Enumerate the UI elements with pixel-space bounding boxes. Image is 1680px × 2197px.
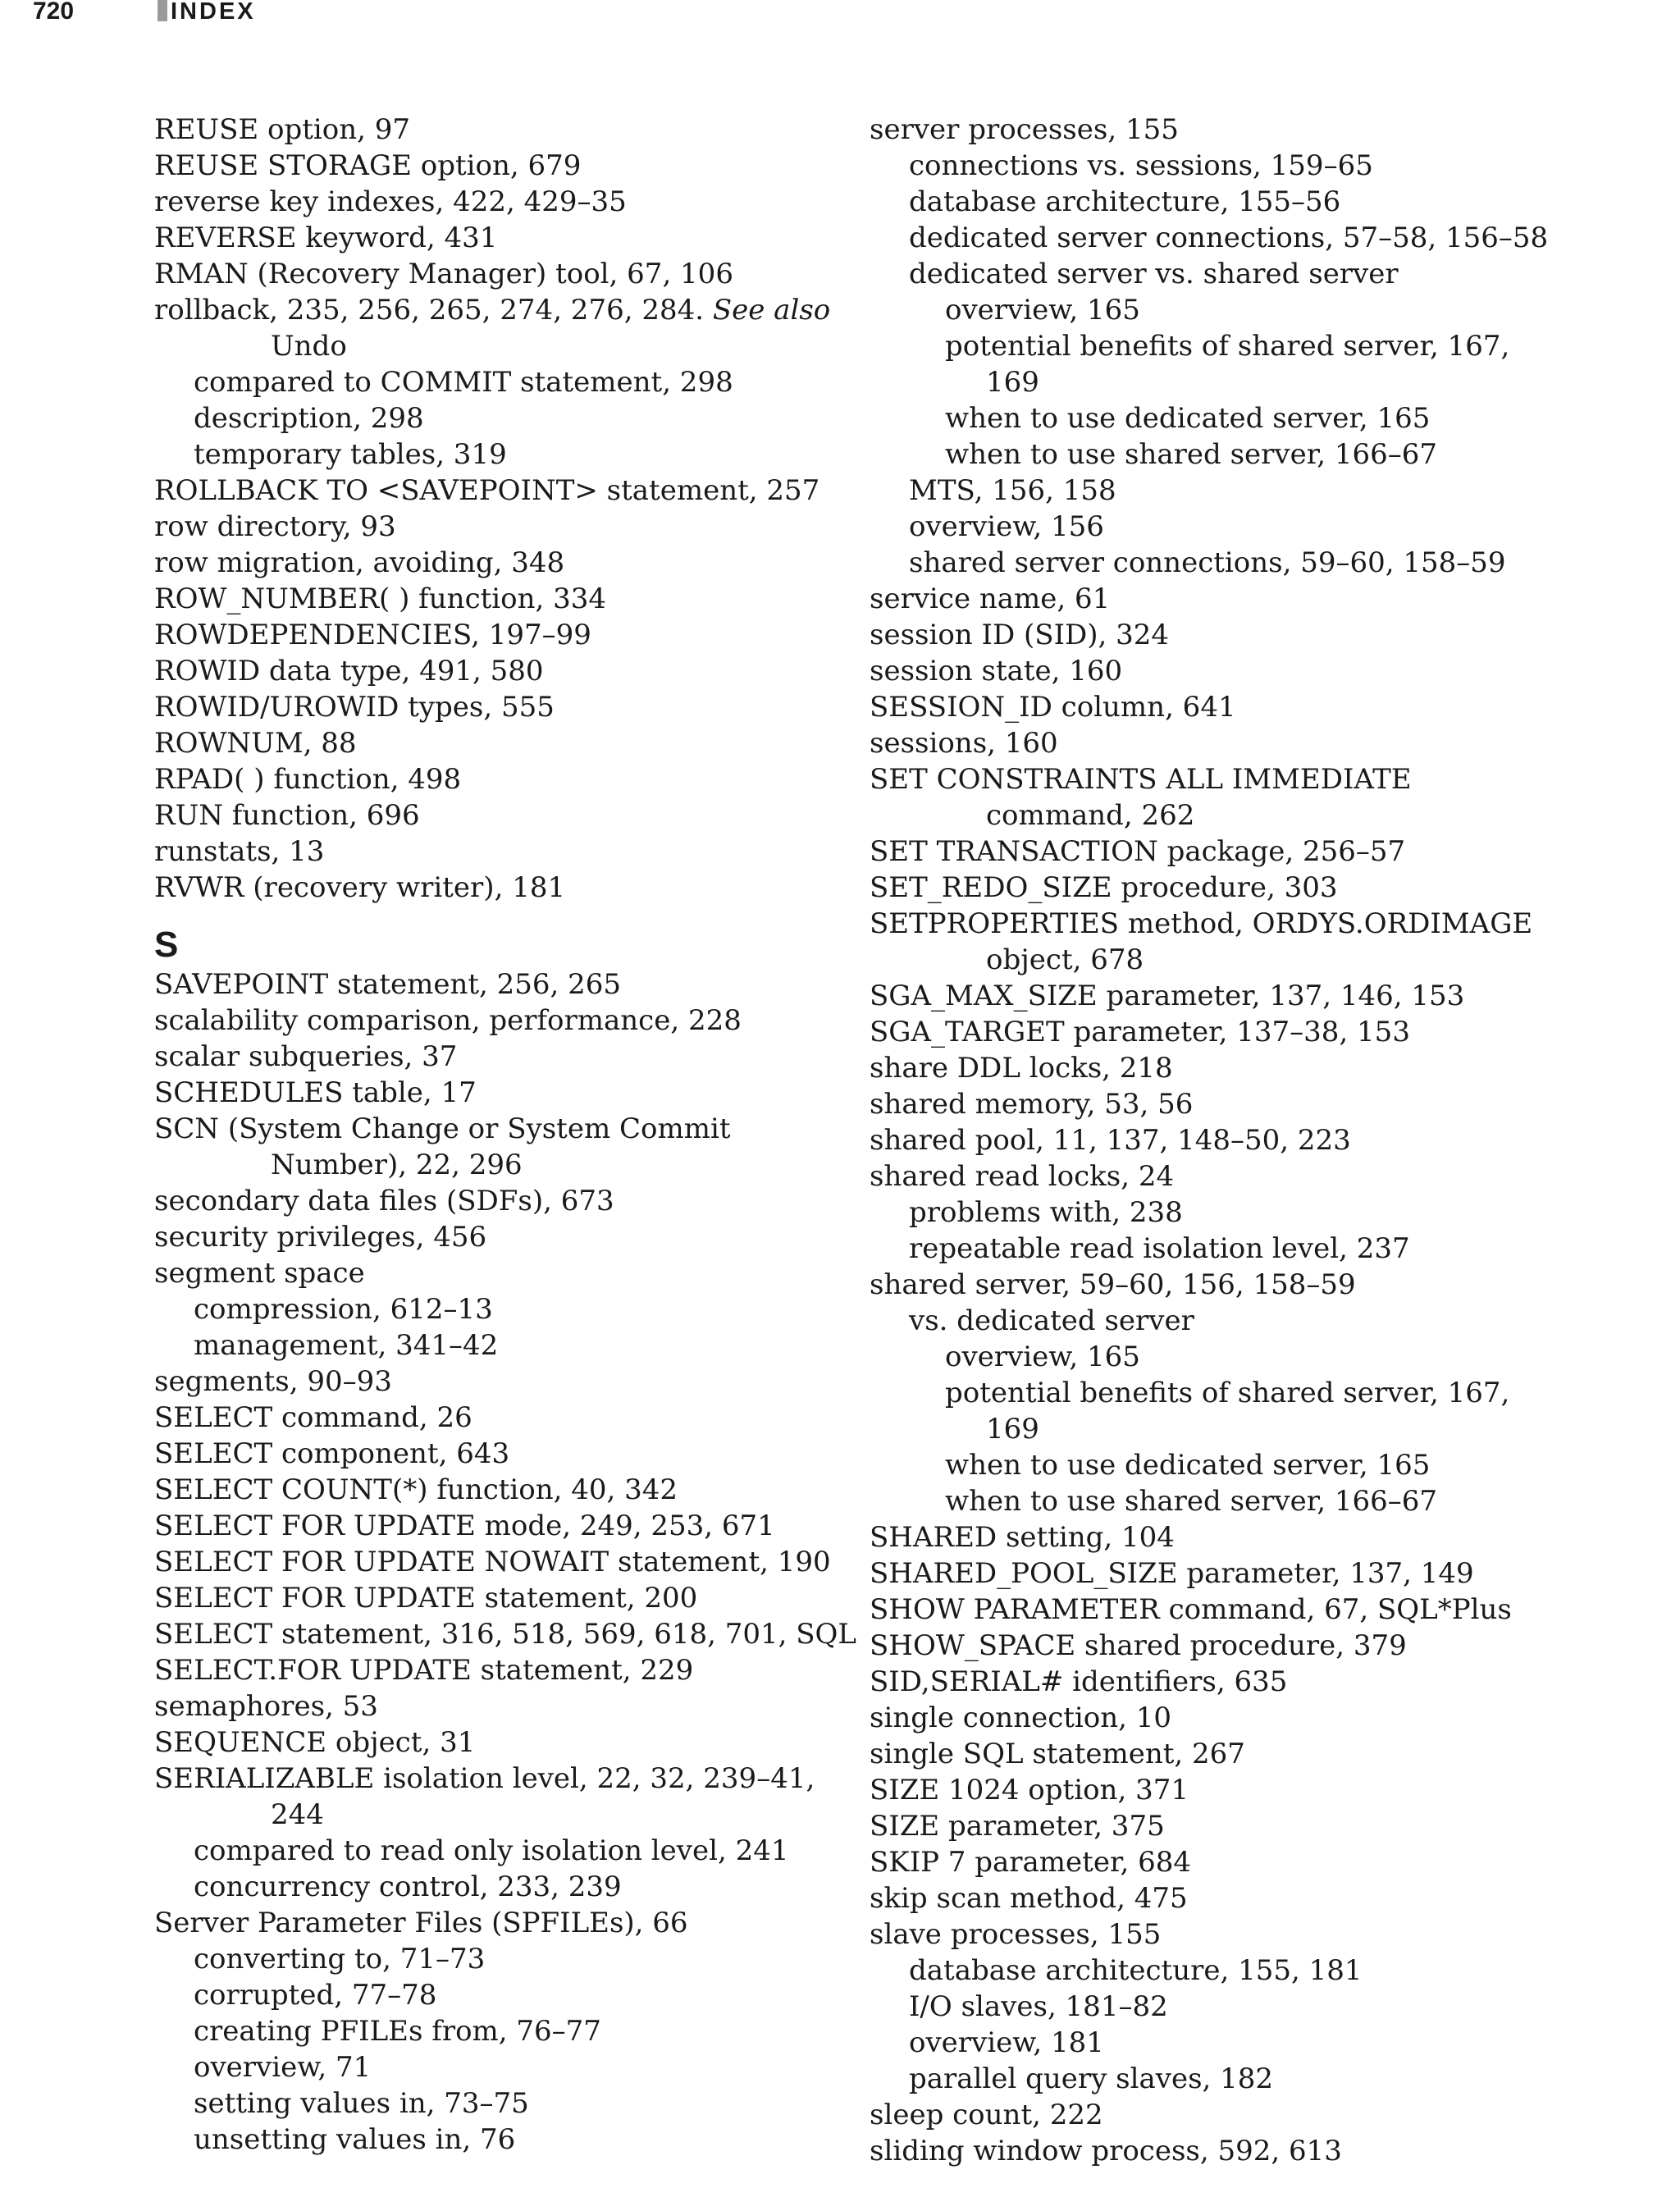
index-entry-text: SESSION_ID column, 641 xyxy=(870,691,1236,724)
index-entry xyxy=(154,1797,827,1833)
index-entry-text: when to use dedicated server, 165 xyxy=(945,402,1431,435)
index-entry-text: SELECT FOR UPDATE mode, 249, 253, 671 xyxy=(154,1510,775,1542)
index-entry xyxy=(154,2122,827,2158)
index-entry xyxy=(154,1616,857,1652)
index-entry xyxy=(154,1400,827,1436)
index-entry-text: connections vs. sessions, 159–65 xyxy=(909,149,1373,182)
index-entry-text: SEQUENCE object, 31 xyxy=(154,1726,476,1759)
index-entry-text: dedicated server connections, 57–58, 156–58 xyxy=(909,222,1549,254)
index-entry-text: REVERSE keyword, 431 xyxy=(154,222,498,254)
index-entry xyxy=(154,1291,827,1327)
index-entry-text: SERIALIZABLE isolation level, 22, 32, 239–41, xyxy=(154,1762,815,1795)
index-entry xyxy=(154,328,827,364)
index-entry-text: share DDL locks, 218 xyxy=(870,1052,1173,1085)
index-entry xyxy=(154,220,827,256)
index-entry-text: single SQL statement, 267 xyxy=(870,1738,1245,1770)
index-entry xyxy=(870,2025,1657,2061)
index-entry xyxy=(870,870,1657,906)
index-entry-text: session ID (SID), 324 xyxy=(870,619,1170,651)
index-entry xyxy=(154,1219,827,1255)
index-entry-text: single connection, 10 xyxy=(870,1701,1172,1734)
section-marker-bar xyxy=(158,0,167,21)
index-entry xyxy=(870,1050,1657,1086)
index-entry xyxy=(870,1267,1657,1303)
index-entry-text: sliding window process, 592, 613 xyxy=(870,2135,1342,2167)
index-entry xyxy=(154,1039,827,1075)
index-entry xyxy=(154,1761,827,1797)
index-entry xyxy=(870,473,1657,509)
section-letter-heading: S xyxy=(154,925,179,965)
index-entry xyxy=(870,942,1657,978)
index-entry xyxy=(870,1447,1657,1483)
index-entry-text: Server Parameter Files (SPFILEs), 66 xyxy=(154,1907,688,1939)
index-entry xyxy=(870,509,1657,545)
index-entry xyxy=(870,834,1657,870)
index-entry-text: SETPROPERTIES method, ORDYS.ORDIMAGE xyxy=(870,907,1533,940)
index-entry-text: overview, 156 xyxy=(909,510,1104,543)
index-entry xyxy=(870,1700,1657,1736)
index-entry-text: SHOW_SPACE shared procedure, 379 xyxy=(870,1629,1407,1662)
index-entry-text: SELECT statement, 316, 518, 569, 618, 701, SQL xyxy=(154,1618,857,1651)
index-entry xyxy=(870,1592,1657,1628)
index-entry xyxy=(154,1941,827,1977)
index-entry-text: ROWNUM, 88 xyxy=(154,727,357,760)
index-entry-text: potential benefits of shared server, 167, xyxy=(945,1377,1510,1409)
index-entry-text: SAVEPOINT statement, 256, 265 xyxy=(154,968,622,1001)
index-entry xyxy=(870,1483,1657,1519)
index-entry-text: compared to read only isolation level, 241 xyxy=(194,1834,789,1867)
index-entry xyxy=(870,148,1657,184)
index-entry xyxy=(870,1555,1657,1592)
index-entry-text: database architecture, 155, 181 xyxy=(909,1954,1363,1987)
index-entry xyxy=(870,617,1657,653)
index-entry xyxy=(870,1844,1657,1880)
see-also-reference: See also xyxy=(712,294,831,327)
index-entry-text: when to use shared server, 166–67 xyxy=(945,1485,1438,1518)
index-entry-text: SIZE parameter, 375 xyxy=(870,1810,1165,1843)
index-entry-text: shared server connections, 59–60, 158–59 xyxy=(909,546,1506,579)
index-entry-text: SET CONSTRAINTS ALL IMMEDIATE xyxy=(870,763,1412,796)
index-entry xyxy=(154,256,827,292)
index-entry xyxy=(154,1869,827,1905)
index-entry xyxy=(154,400,827,436)
index-entry-text: when to use shared server, 166–67 xyxy=(945,438,1438,471)
index-entry xyxy=(154,966,827,1003)
index-entry xyxy=(870,1411,1657,1447)
index-entry xyxy=(154,364,827,400)
index-entry xyxy=(154,689,827,725)
index-entry xyxy=(870,1122,1657,1158)
index-entries-r xyxy=(154,112,831,906)
index-entry xyxy=(154,1833,827,1869)
index-entry-text: shared server, 59–60, 156, 158–59 xyxy=(870,1268,1356,1301)
index-entry-text: RMAN (Recovery Manager) tool, 67, 106 xyxy=(154,258,733,290)
index-entry xyxy=(154,1363,827,1400)
index-entry-text: corrupted, 77–78 xyxy=(194,1979,437,2012)
index-entry-text: compression, 612–13 xyxy=(194,1293,493,1326)
index-entry xyxy=(870,256,1657,292)
index-entry xyxy=(870,1916,1657,1953)
index-entry xyxy=(154,653,827,689)
index-entry-text: row migration, avoiding, 348 xyxy=(154,546,565,579)
index-entry xyxy=(870,906,1657,942)
index-entry-text: Undo xyxy=(271,330,347,363)
index-entry-text: SELECT FOR UPDATE NOWAIT statement, 190 xyxy=(154,1546,831,1578)
index-entry-text: semaphores, 53 xyxy=(154,1690,378,1723)
index-entry xyxy=(870,364,1657,400)
index-entry-text: SCHEDULES table, 17 xyxy=(154,1076,477,1109)
index-entry-text: SIZE 1024 option, 371 xyxy=(870,1774,1189,1806)
index-entry-text: SID,SERIAL# identifiers, 635 xyxy=(870,1665,1288,1698)
index-entry-text: shared memory, 53, 56 xyxy=(870,1088,1194,1121)
index-entry xyxy=(154,1508,827,1544)
index-entry-text: dedicated server vs. shared server xyxy=(909,258,1399,290)
index-entry-text: scalability comparison, performance, 228 xyxy=(154,1004,742,1037)
index-entry-text: overview, 165 xyxy=(945,294,1140,327)
index-entry-text: concurrency control, 233, 239 xyxy=(194,1870,622,1903)
index-entry xyxy=(154,473,827,509)
index-entry xyxy=(154,1688,827,1724)
page-number: 720 xyxy=(33,0,75,25)
index-entry-text: 169 xyxy=(986,1413,1039,1446)
index-entry xyxy=(154,545,827,581)
index-entry xyxy=(870,1628,1657,1664)
index-entry-text: REUSE option, 97 xyxy=(154,113,411,146)
index-entry xyxy=(870,1808,1657,1844)
index-entry xyxy=(870,1158,1657,1194)
index-entry-text: setting values in, 73–75 xyxy=(194,2087,529,2120)
index-entry-text: rollback, 235, 256, 265, 274, 276, 284. xyxy=(154,294,713,327)
index-entry-text: vs. dedicated server xyxy=(909,1304,1194,1337)
index-entry-text: compared to COMMIT statement, 298 xyxy=(194,366,733,399)
index-entry xyxy=(870,184,1657,220)
index-entry-text: sessions, 160 xyxy=(870,727,1058,760)
index-entry-text: I/O slaves, 181–82 xyxy=(909,1990,1168,2023)
index-entry xyxy=(154,797,827,834)
index-entry-text: server processes, 155 xyxy=(870,113,1179,146)
index-entry-text: SELECT.FOR UPDATE statement, 229 xyxy=(154,1654,694,1687)
index-entries-right xyxy=(870,112,1657,2169)
index-entry xyxy=(154,834,827,870)
index-entry xyxy=(154,1436,827,1472)
index-entry xyxy=(870,1303,1657,1339)
index-entry-text: SELECT component, 643 xyxy=(154,1437,510,1470)
index-entry-text: ROWID/UROWID types, 555 xyxy=(154,691,555,724)
index-entry-text: security privileges, 456 xyxy=(154,1221,487,1254)
index-entry-text: MTS, 156, 158 xyxy=(909,474,1116,507)
index-entry xyxy=(154,1472,827,1508)
index-entry xyxy=(154,112,827,148)
index-entry-text: SET_REDO_SIZE procedure, 303 xyxy=(870,871,1338,904)
index-entry-text: RVWR (recovery writer), 181 xyxy=(154,871,566,904)
index-entry-text: temporary tables, 319 xyxy=(194,438,507,471)
index-entry-text: problems with, 238 xyxy=(909,1196,1183,1229)
index-entry xyxy=(154,1075,827,1111)
index-entry-text: shared pool, 11, 137, 148–50, 223 xyxy=(870,1124,1351,1157)
index-entry xyxy=(154,2013,827,2049)
index-entry-text: SELECT COUNT(*) function, 40, 342 xyxy=(154,1473,678,1506)
index-entry xyxy=(154,1111,827,1147)
index-entry-text: 244 xyxy=(271,1798,324,1831)
index-entry xyxy=(870,112,1657,148)
index-entry-text: SGA_TARGET parameter, 137–38, 153 xyxy=(870,1016,1410,1048)
index-entry xyxy=(870,1519,1657,1555)
index-entry-text: row directory, 93 xyxy=(154,510,396,543)
index-entry xyxy=(154,870,827,906)
index-entry xyxy=(870,1194,1657,1231)
index-entry xyxy=(154,617,827,653)
index-entry xyxy=(154,1327,827,1363)
index-entry xyxy=(154,184,827,220)
index-entry xyxy=(870,545,1657,581)
index-entry xyxy=(154,1544,831,1580)
index-entry-text: creating PFILEs from, 76–77 xyxy=(194,2015,601,2048)
index-entry-text: command, 262 xyxy=(986,799,1195,832)
index-entry xyxy=(154,292,831,328)
index-entry-text: repeatable read isolation level, 237 xyxy=(909,1232,1410,1265)
index-entry-text: description, 298 xyxy=(194,402,424,435)
index-entry-text: reverse key indexes, 422, 429–35 xyxy=(154,185,627,218)
index-entry xyxy=(870,761,1657,797)
index-entry-text: SGA_MAX_SIZE parameter, 137, 146, 153 xyxy=(870,980,1465,1012)
index-entry-text: overview, 181 xyxy=(909,2026,1104,2059)
index-entry-text: SHARED setting, 104 xyxy=(870,1521,1175,1554)
index-entry-text: ROW_NUMBER( ) function, 334 xyxy=(154,582,607,615)
index-entry xyxy=(154,1977,827,2013)
index-entry-text: unsetting values in, 76 xyxy=(194,2123,516,2156)
index-entry-text: ROLLBACK TO <SAVEPOINT> statement, 257 xyxy=(154,474,820,507)
index-entry xyxy=(870,2133,1657,2169)
index-entry xyxy=(154,761,827,797)
index-entry-text: database architecture, 155–56 xyxy=(909,185,1341,218)
index-entry-text: SHARED_POOL_SIZE parameter, 137, 149 xyxy=(870,1557,1474,1590)
index-entry xyxy=(154,1003,827,1039)
index-entry-text: Number), 22, 296 xyxy=(271,1149,523,1181)
running-head: INDEX xyxy=(171,0,256,25)
index-entry-text: shared read locks, 24 xyxy=(870,1160,1175,1193)
index-entry xyxy=(870,1339,1657,1375)
index-entry xyxy=(870,436,1657,473)
index-entry xyxy=(870,797,1657,834)
index-entry-text: potential benefits of shared server, 167, xyxy=(945,330,1510,363)
index-entry-text: service name, 61 xyxy=(870,582,1111,615)
index-entry-text: skip scan method, 475 xyxy=(870,1882,1188,1915)
index-entry-text: segment space xyxy=(154,1257,365,1290)
index-entry-text: SELECT command, 26 xyxy=(154,1401,472,1434)
index-entry xyxy=(154,1724,827,1761)
index-entry-text: REUSE STORAGE option, 679 xyxy=(154,149,582,182)
index-entry xyxy=(870,725,1657,761)
index-entry-text: object, 678 xyxy=(986,943,1144,976)
index-entry-text: overview, 165 xyxy=(945,1341,1140,1373)
index-entry xyxy=(870,1989,1657,2025)
index-entry xyxy=(154,725,827,761)
index-entries-s xyxy=(154,966,857,2158)
index-entry xyxy=(870,1880,1657,1916)
index-entry-text: parallel query slaves, 182 xyxy=(909,2062,1274,2095)
index-column-left xyxy=(154,112,857,2158)
index-entry xyxy=(154,148,827,184)
index-entry-text: RUN function, 696 xyxy=(154,799,420,832)
index-entry xyxy=(870,220,1657,256)
index-entry-text: when to use dedicated server, 165 xyxy=(945,1449,1431,1482)
index-entry xyxy=(870,581,1657,617)
index-entry-text: sleep count, 222 xyxy=(870,2099,1103,2131)
index-entry-text: session state, 160 xyxy=(870,655,1123,687)
index-entry xyxy=(870,653,1657,689)
index-entry xyxy=(870,1014,1657,1050)
index-entry xyxy=(870,400,1657,436)
index-entry xyxy=(870,1736,1657,1772)
index-entry xyxy=(154,1652,827,1688)
index-entry-text: SET TRANSACTION package, 256–57 xyxy=(870,835,1406,868)
index-entry xyxy=(154,1183,827,1219)
index-entry-text: RPAD( ) function, 498 xyxy=(154,763,462,796)
index-entry-text: management, 341–42 xyxy=(194,1329,499,1362)
index-entry xyxy=(154,1580,827,1616)
index-entry-text: overview, 71 xyxy=(194,2051,372,2084)
index-entry xyxy=(870,689,1657,725)
index-entry xyxy=(870,2061,1657,2097)
index-entry-text: converting to, 71–73 xyxy=(194,1943,486,1975)
index-entry xyxy=(870,1231,1657,1267)
index-entry xyxy=(870,978,1657,1014)
index-entry xyxy=(154,509,827,545)
index-entry xyxy=(870,1772,1657,1808)
index-entry-text: runstats, 13 xyxy=(154,835,325,868)
index-entry-text: SKIP 7 parameter, 684 xyxy=(870,1846,1191,1879)
index-entry-text: ROWID data type, 491, 580 xyxy=(154,655,544,687)
index-entry-text: secondary data files (SDFs), 673 xyxy=(154,1185,614,1217)
index-entry xyxy=(870,1086,1657,1122)
index-entry xyxy=(154,436,827,473)
index-entry-text: SCN (System Change or System Commit xyxy=(154,1112,731,1145)
index-entry xyxy=(870,1953,1657,1989)
page-header xyxy=(0,0,1680,33)
index-entry xyxy=(870,2097,1657,2133)
index-entry xyxy=(154,1255,827,1291)
index-entry xyxy=(154,1147,827,1183)
index-entry xyxy=(870,1664,1657,1700)
index-entry xyxy=(154,2049,827,2085)
index-entry-text: 169 xyxy=(986,366,1039,399)
index-entry xyxy=(870,292,1657,328)
index-entry xyxy=(154,1905,827,1941)
index-entry-text: segments, 90–93 xyxy=(154,1365,392,1398)
index-entry xyxy=(154,581,827,617)
index-entry-text: slave processes, 155 xyxy=(870,1918,1162,1951)
index-entry-text: SHOW PARAMETER command, 67, SQL*Plus xyxy=(870,1593,1512,1626)
index-entry xyxy=(870,328,1657,364)
index-entry-text: ROWDEPENDENCIES, 197–99 xyxy=(154,619,591,651)
index-entry xyxy=(870,1375,1657,1411)
index-column-right xyxy=(870,112,1657,2169)
index-entry-text: SELECT FOR UPDATE statement, 200 xyxy=(154,1582,698,1615)
index-entry xyxy=(154,2085,827,2122)
index-entry-text: scalar subqueries, 37 xyxy=(154,1040,458,1073)
